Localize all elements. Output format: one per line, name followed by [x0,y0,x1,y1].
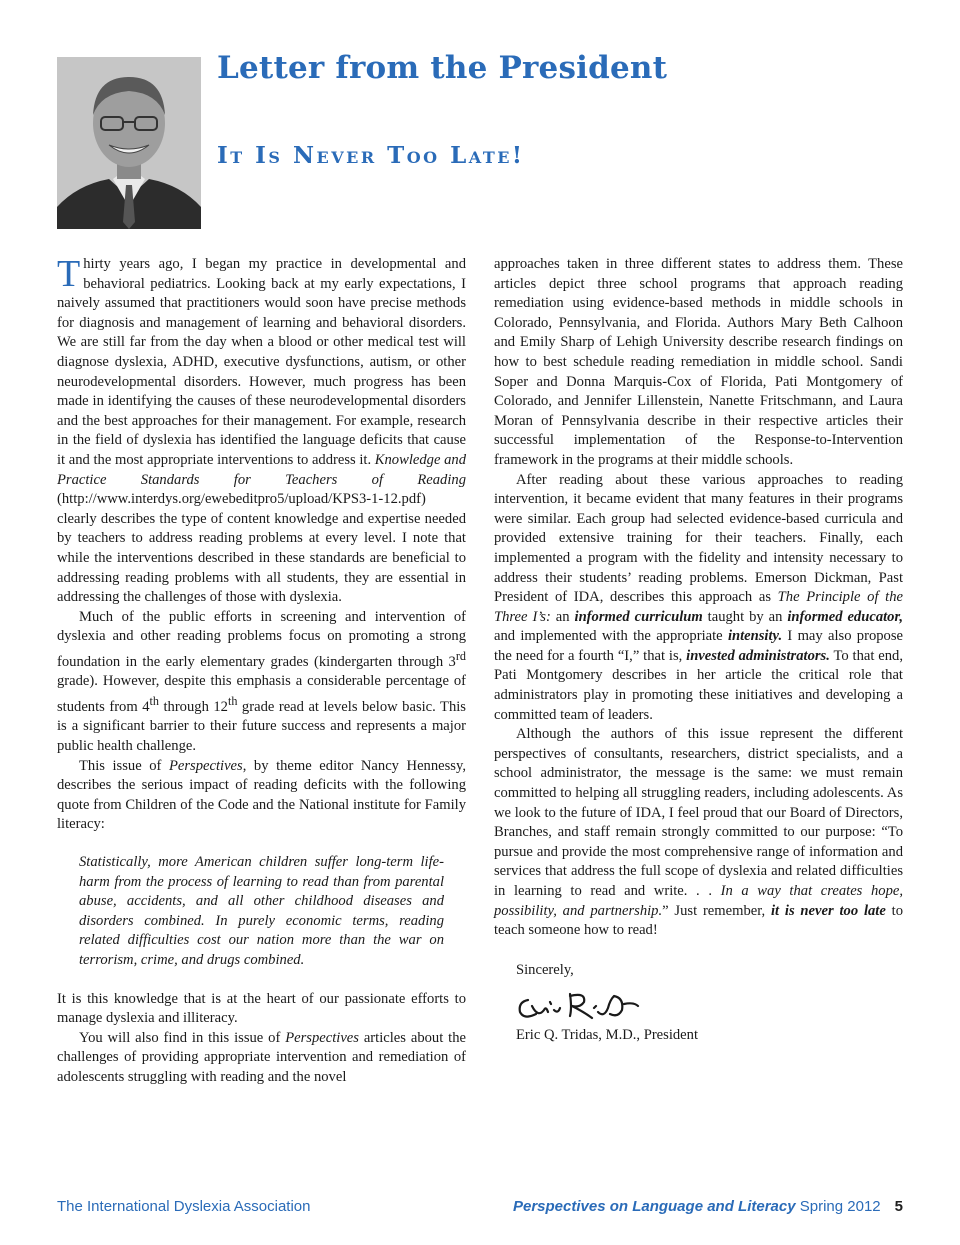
paragraph-7-text-f: To that end, Pati Montgomery describes in her article the critical role that administrators play in promoting these initiatives and developing a committed team of leaders. [494,647,903,723]
purpose-quote-italic: In a way that creates hope, possibility, and partnership. [494,883,903,919]
paragraph-7-text-e: I may also propose the need for a fourth “I,” that is, [494,628,903,664]
dropcap: T [57,253,81,295]
paragraph-7-text-b: an [550,608,575,625]
paragraph-8-text-a: Although the authors of this issue represent the different perspectives of consultants, researchers, district specialists, and a school administrator, the message is the same: we must remain committed to helping all struggling readers, including adolescents. As we look to the future of IDA, I feel proud that our Board of Directors, Branches, and staff remain strongly committed to our purpose: “To pursue and provide the most comprehensive range of information and services that address the full scope of dyslexia and related difficulties in learning to read and write. . . [494,726,903,899]
paragraph-7-text-c: taught by an [702,608,788,625]
paragraph-7-text-d: and implemented with the appropriate [494,628,728,645]
paragraph-2-text-c: through 12 [158,698,228,715]
emphasis-intensity: intensity. [727,628,783,645]
paragraph-8 [494,725,903,941]
page-title: Letter from the President [217,50,668,86]
president-portrait-photo [57,57,201,229]
paragraph-5-text-a: You will also find in this issue of [79,1029,286,1046]
left-column [57,255,466,1087]
paragraph-1-text: hirty years ago, I began my practice in developmental and behavioral pediatrics. Looking back at my early expectations, I naively assumed that practitioners would soon have precise methods for diagnosis and management of learning and behavioral disorders. We are still far from the day when a blood or other medical test will diagnose dyslexia, ADHD, executive dysfunctions, autism, or other neurodevelopmental disorders. However, much progress has been made in identifying the causes of these neurodevelopmental disorders and the best approaches for their management. For example, research in the field of dyslexia has identified the language deficits that cause it and the most appropriate interventions to address it. [57,256,466,468]
paragraph-4: It is this knowledge that is at the heart of our passionate efforts to manage dyslexia and illiteracy. [57,990,466,1027]
footer-publication [510,1198,903,1215]
footer-issue: Spring 2012 [795,1198,881,1215]
paragraph-2 [57,608,466,757]
paragraph-2-text-a: Much of the public efforts in screening and intervention of dyslexia and other reading problems focus on promoting a strong foundation in the early elementary grades (kindergarten through 3 [57,608,466,670]
paragraph-7-text-a: After reading about these various approaches to reading intervention, it became evident that many features in their programs were similar. Each group had selected evidence-based curricula and provided extensive training for their teachers. Finally, each implemented a program with the fidelity and intensity necessary to address their students’ reading problems. Emerson Dickman, Past President of IDA, describes this approach as [494,471,903,606]
paragraph-3-text-a: This issue of [79,757,169,774]
paragraph-2-text-b: grade). However, despite this emphasis a considerable percentage of students from 4 [57,673,466,715]
superscript-th: th [149,693,159,708]
perspectives-title: Perspectives [168,757,243,774]
paragraph-5-text-b: articles about the challenges of providing appropriate intervention and remediation of adolescents struggling with reading and the novel [57,1029,466,1085]
page-subtitle: It Is Never Too Late! [217,142,525,169]
signoff: Sincerely, [516,961,574,978]
emphasis-invested-administrators: invested administrators. [686,647,830,664]
paragraph-3 [57,757,466,835]
footer-organization: The International Dyslexia Association [57,1198,311,1215]
right-column [494,255,903,1046]
kps-title: Knowledge and Practice Standards for Teachers of Reading [57,451,466,488]
footer-journal: Perspectives on Language and Literacy [512,1198,796,1215]
emphasis-never-too-late: it is never too late [770,902,886,919]
paragraph-2-text-d: grade read at levels below basic. This is a significant barrier to their future success and represents a major public health challenge. [57,698,466,754]
superscript-th: th [227,693,238,708]
paragraph-1 [57,255,466,608]
emphasis-informed-curriculum: informed curriculum [574,608,703,625]
paragraph-8-text-b: ” Just remember, [662,902,771,919]
three-is-title: The Principle of the Three I’s: [494,589,903,625]
perspectives-title: Perspectives [285,1029,359,1046]
paragraph-6: approaches taken in three different states to address them. These articles depict three school programs that approach reading remediation using evidence-based methods in middle schools in Colorado, Pennsylvania, and Florida. Authors Mary Beth Calhoon and Emily Sharp of Lehigh University describe research findings on how to best schedule reading remediation in middle school. Sandi Soper and Donna Marquis-Cox of Florida, Pati Montgomery of Colorado, and Jennifer Lillenstein, Nanette Fritschmann, and Laura Moran of Pennsylvania describe in their respective articles their successful implementation of the Response-to-Intervention framework in the programs at their middle schools. [494,256,903,468]
superscript-rd: rd [455,648,466,663]
block-quote: Statistically, more American children suffer long-term life-harm from the process of learning to read than from parental abuse, accidents, and all other childhood diseases and disorders combined. In purely economic terms, reading related difficulties cost our nation more than the war on terrorism, crime, and drugs combined. [79,853,444,968]
emphasis-informed-educator: informed educator, [787,608,903,625]
paragraph-7 [494,471,903,726]
paragraph-3-text-b: , by theme editor Nancy Hennessy, describes the serious impact of reading deficits with the following quote from Children of the Code and the National institute for Family literacy: [57,757,466,833]
signer-name: Eric Q. Tridas, M.D., President [516,1027,699,1044]
handwritten-signature [494,984,903,1026]
paragraph-5 [57,1029,466,1088]
paragraph-1-rest: (http://www.interdys.org/ewebeditpro5/upload/KPS3-1-12.pdf) clearly describes the type of content knowledge and expertise needed by teachers to address reading problems at every level. I note that while the interventions described in these standards are beneficial to addressing reading problems with all students, they are essential in addressing the challenges of those with dyslexia. [57,491,466,606]
paragraph-8-text-c: to teach someone how to read! [494,902,903,939]
page-number: 5 [894,1198,903,1215]
